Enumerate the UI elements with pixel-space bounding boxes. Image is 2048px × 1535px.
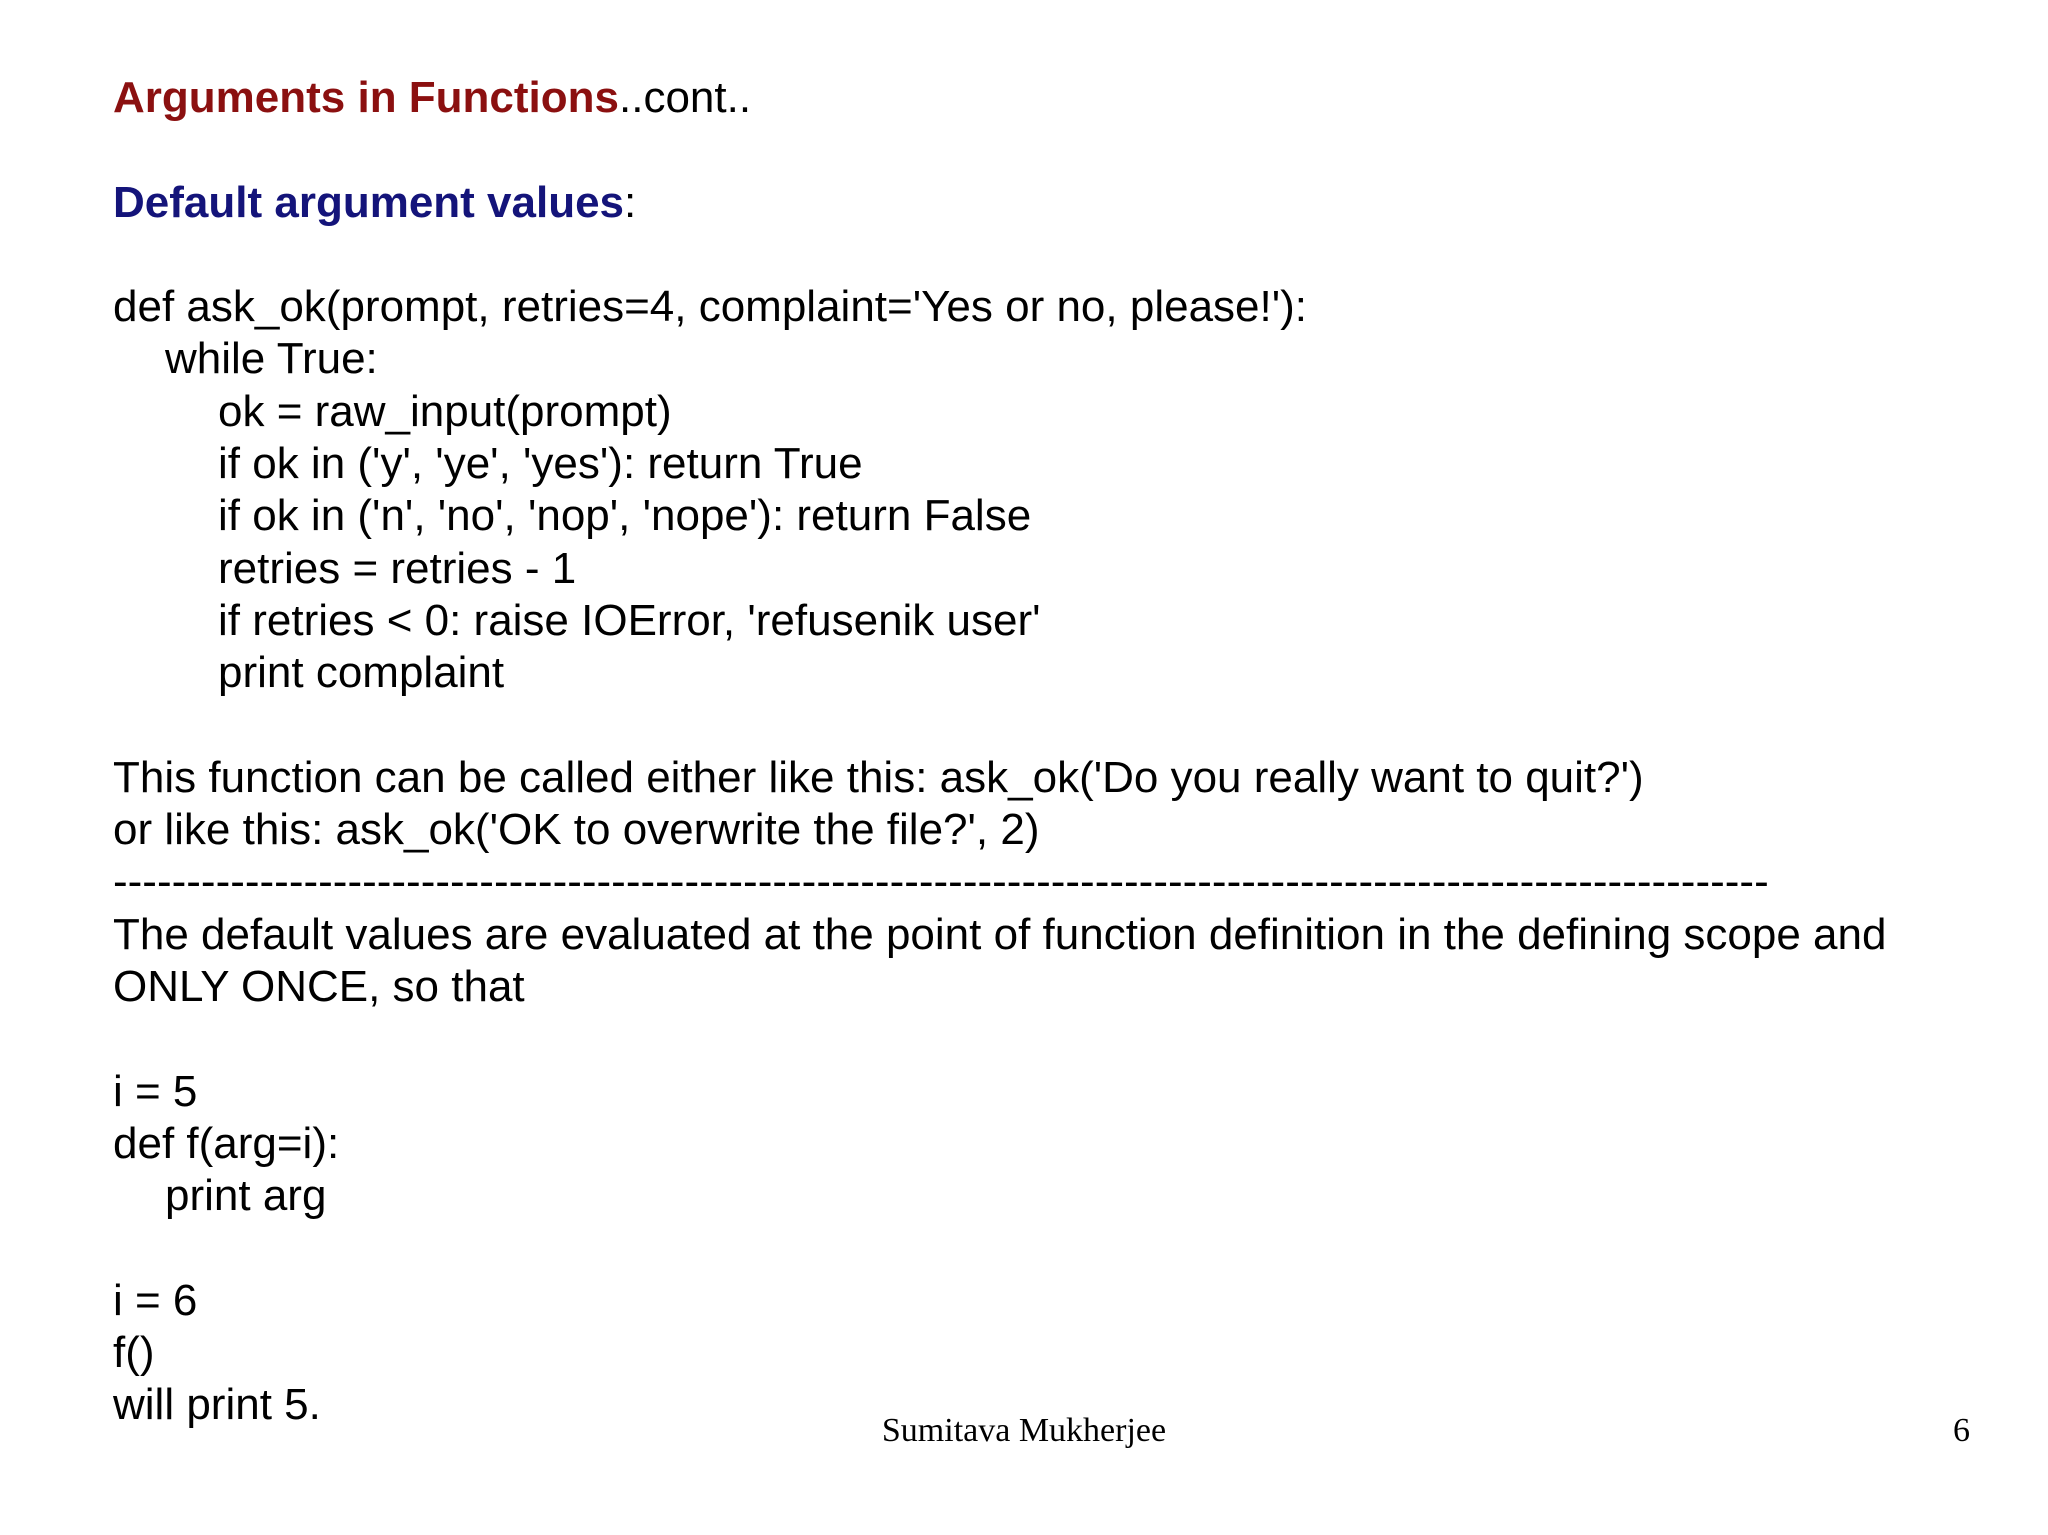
dashed-divider: ----------------------------------------------------------------------------------------------------------------- <box>113 857 1769 907</box>
code-line: print complaint <box>218 648 505 698</box>
call-example-1: This function can be called either like this: ask_ok('Do you really want to quit?') <box>113 752 1644 802</box>
code-line: ok = raw_input(prompt) <box>218 386 672 436</box>
code-line: f() <box>113 1328 155 1378</box>
slide-title <box>113 72 2013 124</box>
code-line: i = 6 <box>113 1275 198 1325</box>
explanation-line-2: ONLY ONCE, so that <box>113 962 525 1012</box>
code-line: i = 5 <box>113 1066 198 1116</box>
blank-line <box>113 124 2013 176</box>
blank-line <box>113 229 2013 281</box>
blank-line <box>113 700 2013 752</box>
code-line: if ok in ('n', 'no', 'nop', 'nope'): return False <box>218 491 1032 541</box>
code-line: print arg <box>165 1171 327 1221</box>
section-heading-bold: Default argument values <box>113 177 625 227</box>
blank-line <box>113 1223 2013 1275</box>
footer-author: Sumitava Mukherjee <box>881 1412 1167 1449</box>
explanation-line-1: The default values are evaluated at the point of function definition in the defining scope and <box>113 909 1887 959</box>
code-line: retries = retries - 1 <box>218 543 577 593</box>
slide-title-bold: Arguments in Functions <box>113 73 619 122</box>
code-line: def f(arg=i): <box>113 1118 340 1168</box>
slide-title-rest: ..cont.. <box>619 73 752 122</box>
result-line: will print 5. <box>113 1380 321 1430</box>
code-line: if ok in ('y', 'ye', 'yes'): return True <box>218 439 863 489</box>
section-heading-rest: : <box>624 177 637 227</box>
code-line: while True: <box>165 334 378 384</box>
blank-line <box>113 1013 2013 1065</box>
call-example-2: or like this: ask_ok('OK to overwrite the file?', 2) <box>113 805 1040 855</box>
code-line: if retries < 0: raise IOError, 'refusenik user' <box>218 595 1041 645</box>
code-line: def ask_ok(prompt, retries=4, complaint='Yes or no, please!'): <box>113 282 1308 332</box>
slide-content <box>113 72 2013 1432</box>
section-heading <box>113 177 2013 229</box>
page-number: 6 <box>1953 1412 1970 1449</box>
